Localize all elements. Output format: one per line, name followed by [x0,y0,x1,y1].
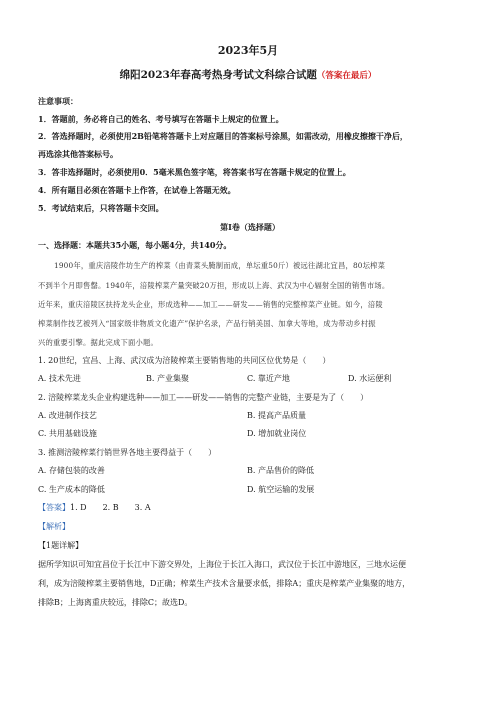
note-item-2: 2．答选择题时，必须使用2B铅笔将答题卡上对应题目的答案标号涂黑，如需改动，用橡皮擦擦干净后， [38,131,408,141]
note-item-4: 4．所有题目必须在答题卡上作答，在试卷上答题无效。 [38,185,236,195]
question-1-option-d: D. 水运便利 [348,374,392,383]
note-item-2-cont: 再选涂其他答案标号。 [38,149,118,159]
question-2-option-c: C. 共用基础设施 [38,429,97,438]
question-3-option-b: B. 产品售价的降低 [247,466,314,475]
section-instruction: 一、选择题：本题共35小题，每小题4分，共140分。 [38,240,232,250]
analysis-line: 据所学知识可知宜昌位于长江中下游交界处，上海位于长江入海口，武汉位于长江中游地区，三地水运便 [38,560,406,569]
question-3-option-a: A. 存储包装的改善 [38,466,105,475]
answer-label: 【答案】 [38,503,70,512]
exam-title-text: 绵阳2023年春高考热身考试文科综合试题 [119,69,317,81]
analysis-label: 【解析】 [38,522,70,531]
notes-heading: 注意事项： [38,96,78,106]
answer-line [38,502,462,513]
note-item-5: 5．考试结束后，只将答题卡交回。 [38,203,164,213]
passage-line: 兴的重要引擎。据此完成下面小题。 [38,338,158,347]
passage-line: 榨菜制作技艺被列入“国家级非物质文化遗产”保护名录，产品行销美国、加拿大等地，成为带动乡村振 [38,319,376,328]
exam-title [0,70,496,82]
question-3-stem: 3. 推测涪陵榨菜行销世界各地主要得益于（ ） [38,448,217,457]
note-item-3: 3．答非选择题时，必须使用0．5毫米黑色签字笔，将答案书写在答题卡规定的位置上。 [38,167,351,177]
question-1-option-c: C. 靠近产地 [247,374,290,383]
question-3-option-d: D. 航空运输的发展 [247,485,315,494]
question-1-option-a: A. 技术先进 [38,374,81,383]
analysis-line: 利，成为涪陵榨菜主要销售地，D正确；榨菜生产技术含量要求低，排除A；重庆是榨菜产业集聚的地方， [38,579,411,588]
passage-line: 1900年，重庆涪陵作坊生产的榨菜（由青菜头腌制而成，单坛重50斤）被远往湖北宜昌，80坛榨菜 [54,261,386,270]
analysis-subheading: 【1题详解】 [38,541,84,550]
question-3-option-c: C. 生产成本的降低 [38,485,105,494]
analysis-line: 排除B；上海离重庆较远，排除C；故选D。 [38,598,193,607]
answer-location-tag: （答案在最后） [316,71,377,81]
section-title: 第Ⅰ卷（选择题） [220,222,280,232]
question-1-option-b: B. 产业集聚 [146,374,189,383]
question-1-stem: 1. 20世纪，宜昌、上海、武汉成为涪陵榨菜主要销售地的共同区位优势是（ ） [38,356,331,365]
question-2-stem: 2. 涪陵榨菜龙头企业构建选种——加工——研发——销售的完整产业链，主要是为了（ ） [38,393,369,402]
answer-text: 1. D 2. B 3. A [70,503,151,512]
passage-line: 近年来，重庆涪陵区扶持龙头企业，形成选种——加工——研发——销售的完整榨菜产业链。如今，涪陵 [38,300,383,309]
exam-date: 2023年5月 [217,44,279,57]
question-2-option-a: A. 改进制作技艺 [38,411,97,420]
question-2-option-b: B. 提高产品质量 [247,411,306,420]
note-item-1: 1．答题前，务必将自己的姓名、考号填写在答题卡上规定的位置上。 [38,114,284,124]
passage-line: 不到半个月即售罄。1940年，涪陵榨菜产量突破20万担，形成以上海、武汉为中心辐射全国的销售市场。 [38,281,390,290]
question-2-option-d: D. 增加就业岗位 [247,429,307,438]
